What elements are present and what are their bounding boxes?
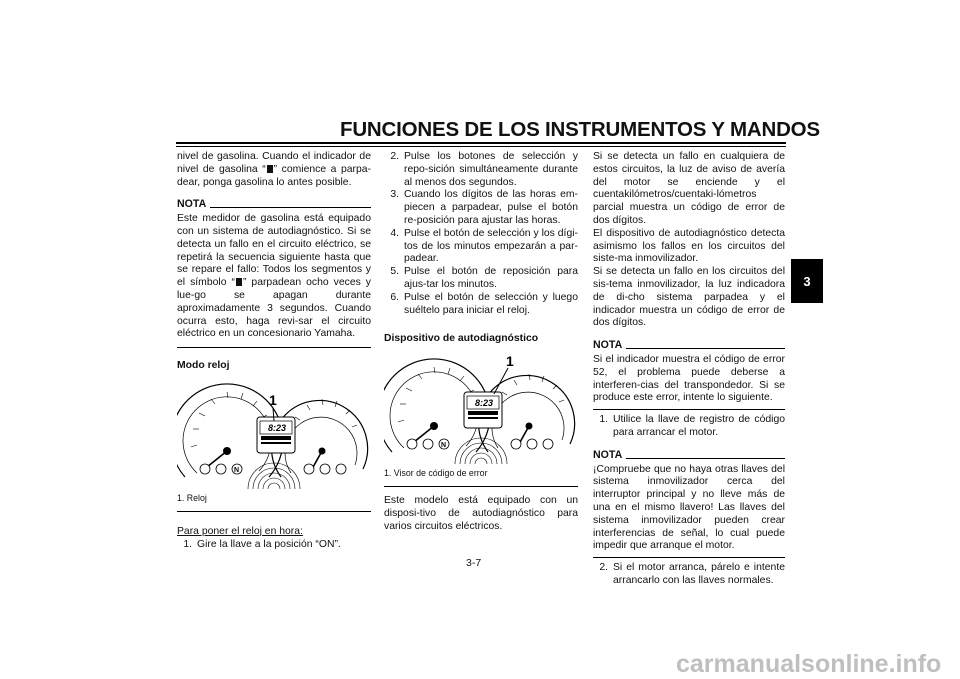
list-item: 1. Utilice la llave de registro de código para arrancar el motor. — [599, 414, 785, 438]
figure-caption: 1. Visor de código de error — [384, 468, 488, 479]
fuel-pump-icon — [236, 278, 242, 286]
nota-header: NOTA — [593, 449, 785, 462]
svg-text:N: N — [441, 442, 447, 450]
nota-text: Este medidor de gasolina está equipado con un sistema de autodiagnóstico. Si se detecta un fallo en el circuito eléctrico, se repetirá la secuencia siguiente hasta que se repare el fallo: Todos los segmentos y el símbolo “ ” parpadean ocho veces y lue-go se apagan durante aproximadamente 3 segundos. Cuando ocurra esto, haga revi-sar el circuito eléctrico en un concesionario Yamaha. — [177, 213, 371, 340]
nota-text: ¡Compruebe que no haya otras llaves del sistema inmovilizador cerca del interruptor principal y no lleve más de una en el mismo llavero! Las llaves del sistema inmovilizador pueden crear interferencias de señal, lo cual puede impedir que arranque el motor. — [593, 463, 785, 552]
instrument-cluster-illustration — [384, 352, 578, 464]
set-clock-heading: Para poner el reloj en hora: — [177, 525, 303, 537]
page-number: 3-7 — [466, 557, 482, 569]
page-title: FUNCIONES DE LOS INSTRUMENTOS Y MANDOS — [340, 118, 820, 141]
left-column — [177, 151, 371, 551]
clock-figure — [177, 377, 371, 512]
nota-end-rule — [593, 557, 785, 558]
nota-text: Si el indicador muestra el código de error 52, el problema puede deberse a interferen-cias del transpondedor. Si se produce este error, intente lo siguiente. — [593, 353, 785, 404]
nota-end-rule — [177, 347, 371, 348]
chapter-tab: 3 — [791, 259, 823, 303]
figure-end-rule — [177, 511, 371, 512]
list-item: 3. Cuando los dígitos de las horas em-piecen a parpadear, pulse el botón re-posición para ajustar las horas. — [390, 189, 578, 226]
clock-display-digits: 8:23 — [268, 422, 287, 433]
nota-end-rule — [593, 409, 785, 410]
nota-header: NOTA — [177, 198, 371, 211]
figure-callout-number: 1 — [506, 353, 514, 370]
fuel-pump-icon — [267, 165, 273, 173]
error-code-display-digits: 8:23 — [475, 398, 494, 409]
section-title-clock: Modo reloj — [177, 360, 230, 372]
diagnostic-body: Este modelo está equipado con un disposi-tivo de autodiagnóstico para varios circuitos eléctricos. — [384, 494, 578, 532]
right-column — [593, 151, 785, 588]
list-item: 6. Pulse el botón de selección y luego suéltelo para iniciar el reloj. — [390, 291, 578, 316]
list-item: 1. Gire la llave a la posición “ON”. — [183, 538, 341, 550]
figure-end-rule — [384, 486, 578, 487]
list-item: 5. Pulse el botón de reposición para ajus-tar los minutos. — [390, 266, 578, 290]
figure-caption: 1. Reloj — [177, 492, 207, 503]
svg-text:N: N — [234, 466, 240, 474]
header-rule-thick — [176, 142, 786, 144]
list-item: 4. Pulse el botón de selección y los dígi-tos de los minutos empezarán a par-padear. — [390, 227, 578, 265]
paragraph: Si se detecta un fallo en cualquiera de estos circuitos, la luz de aviso de avería del motor se enciende y el cuentakilómetros/cuentaki-lómetros parcial muestra un código de error de dos dígitos. — [593, 151, 785, 226]
diagnostic-figure — [384, 352, 578, 487]
paragraph: El dispositivo de autodiagnóstico detecta asimismo los fallos en los circuitos del siste-ma inmovilizador. — [593, 227, 785, 265]
section-title-diagnostic: Dispositivo de autodiagnóstico — [384, 333, 539, 345]
figure-callout-number: 1 — [269, 391, 277, 408]
watermark: carmanualsonline.info — [676, 650, 942, 678]
paragraph: Si se detecta un fallo en los circuitos del sis-tema inmovilizador, la luz indicadora de di-cho sistema parpadea y el indicador muestra un código de error de dos dígitos. — [593, 266, 785, 329]
list-item: 2. Si el motor arranca, párelo e intente arrancarlo con las llaves normales. — [599, 562, 785, 586]
middle-column — [384, 151, 578, 533]
nota-header: NOTA — [593, 339, 785, 352]
header-rule-thin — [176, 146, 786, 147]
instrument-cluster-illustration — [177, 377, 371, 489]
intro-paragraph: nivel de gasolina. Cuando el indicador de nivel de gasolina “ ” comience a parpa-dear, ponga gasolina lo antes posible. — [177, 151, 371, 188]
list-item: 2. Pulse los botones de selección y repo-sición simultáneamente durante al menos dos segundos. — [390, 151, 578, 188]
